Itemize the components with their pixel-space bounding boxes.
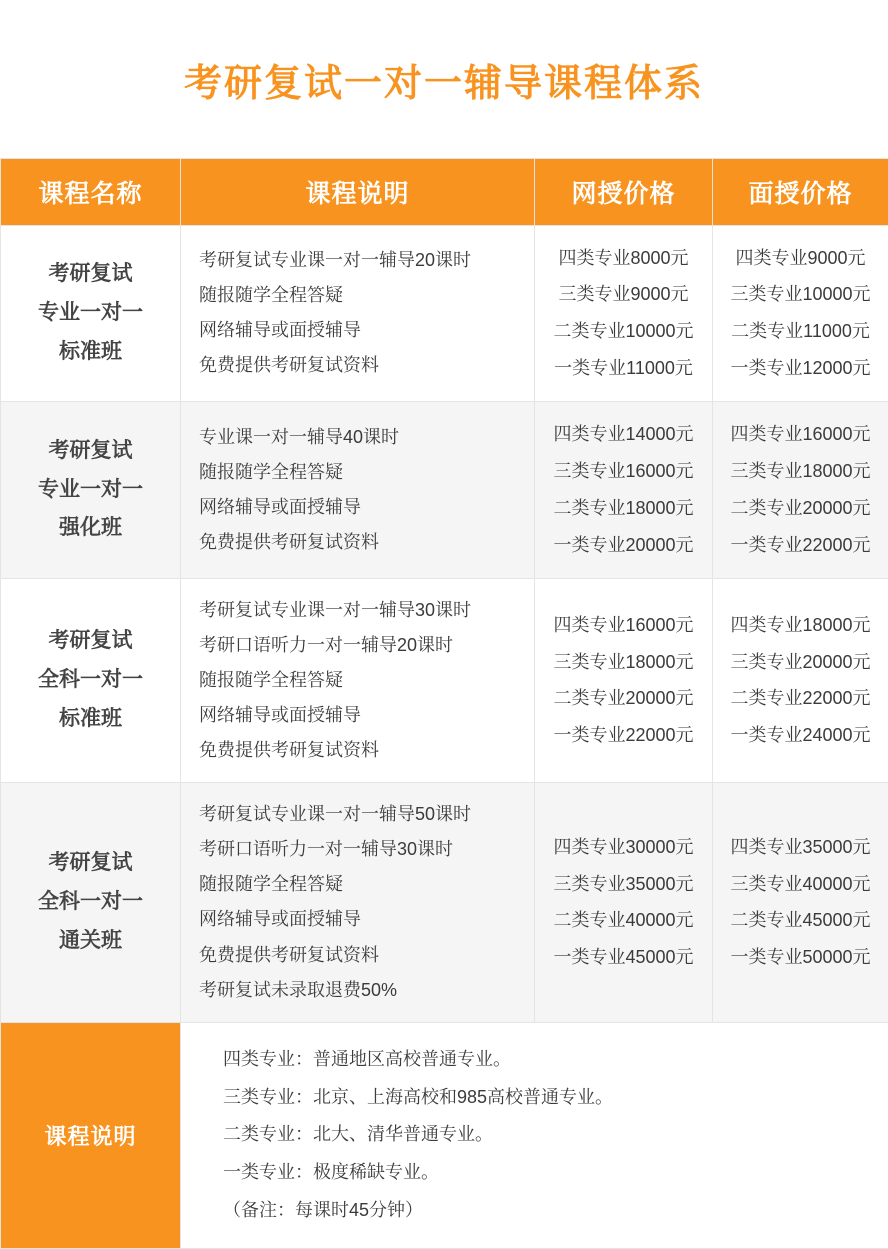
note-line: 三类专业：北京、上海高校和985高校普通专业。	[223, 1079, 876, 1117]
price-line: 四类专业30000元	[543, 829, 704, 866]
course-desc-cell	[181, 783, 535, 1023]
price-line: 三类专业18000元	[721, 453, 880, 490]
course-name-line: 考研复试	[7, 622, 174, 661]
price-line: 一类专业45000元	[543, 939, 704, 976]
course-name-line: 标准班	[7, 333, 174, 372]
course-name-line: 考研复试	[7, 432, 174, 471]
price-line: 二类专业20000元	[543, 680, 704, 717]
course-table	[0, 158, 888, 1249]
online-price-cell	[535, 402, 713, 579]
column-header-course-name: 课程名称	[1, 158, 181, 225]
column-header-offline-price: 面授价格	[713, 158, 888, 225]
price-line: 四类专业35000元	[721, 829, 880, 866]
course-name-line: 专业一对一	[7, 471, 174, 510]
price-line: 三类专业9000元	[543, 276, 704, 313]
price-line: 一类专业22000元	[721, 527, 880, 564]
course-desc-line: 免费提供考研复试资料	[199, 733, 522, 768]
course-name-line: 考研复试	[7, 844, 174, 883]
price-line: 二类专业45000元	[721, 902, 880, 939]
table-header-row	[1, 158, 888, 225]
price-line: 一类专业24000元	[721, 717, 880, 754]
course-desc-line: 网络辅导或面授辅导	[199, 902, 522, 937]
page-title: 考研复试一对一辅导课程体系	[0, 0, 888, 108]
price-line: 四类专业8000元	[543, 240, 704, 277]
course-desc-cell	[181, 578, 535, 782]
course-name-cell	[1, 578, 181, 782]
price-line: 二类专业40000元	[543, 902, 704, 939]
price-line: 三类专业18000元	[543, 644, 704, 681]
table-header	[1, 158, 888, 225]
course-name-line: 全科一对一	[7, 883, 174, 922]
note-line: 二类专业：北大、清华普通专业。	[223, 1116, 876, 1154]
course-desc-line: 免费提供考研复试资料	[199, 525, 522, 560]
course-desc-line: 考研复试专业课一对一辅导50课时	[199, 797, 522, 832]
price-line: 四类专业16000元	[721, 416, 880, 453]
column-header-course-desc: 课程说明	[181, 158, 535, 225]
note-line: 一类专业：极度稀缺专业。	[223, 1154, 876, 1192]
course-desc-line: 网络辅导或面授辅导	[199, 490, 522, 525]
price-line: 一类专业20000元	[543, 527, 704, 564]
course-desc-line: 网络辅导或面授辅导	[199, 313, 522, 348]
price-line: 四类专业16000元	[543, 607, 704, 644]
course-name-cell	[1, 783, 181, 1023]
price-line: 三类专业40000元	[721, 866, 880, 903]
course-name-line: 全科一对一	[7, 661, 174, 700]
online-price-cell	[535, 783, 713, 1023]
course-desc-line: 随报随学全程答疑	[199, 867, 522, 902]
offline-price-cell	[713, 225, 888, 402]
column-header-online-price: 网授价格	[535, 158, 713, 225]
course-desc-line: 专业课一对一辅导40课时	[199, 420, 522, 455]
note-line: 四类专业：普通地区高校普通专业。	[223, 1041, 876, 1079]
price-line: 一类专业11000元	[543, 350, 704, 387]
course-desc-line: 考研复试未录取退费50%	[199, 973, 522, 1008]
course-desc-line: 免费提供考研复试资料	[199, 938, 522, 973]
course-desc-line: 随报随学全程答疑	[199, 455, 522, 490]
course-name-line: 标准班	[7, 700, 174, 739]
note-label: 课程说明	[1, 1022, 181, 1248]
online-price-cell	[535, 225, 713, 402]
price-line: 二类专业11000元	[721, 313, 880, 350]
course-name-line: 强化班	[7, 509, 174, 548]
course-desc-line: 网络辅导或面授辅导	[199, 698, 522, 733]
price-line: 一类专业22000元	[543, 717, 704, 754]
course-desc-cell	[181, 402, 535, 579]
note-line: （备注：每课时45分钟）	[223, 1192, 876, 1230]
price-line: 四类专业18000元	[721, 607, 880, 644]
table-row	[1, 578, 888, 782]
course-name-line: 通关班	[7, 922, 174, 961]
price-line: 三类专业20000元	[721, 644, 880, 681]
price-line: 一类专业12000元	[721, 350, 880, 387]
price-line: 二类专业18000元	[543, 490, 704, 527]
table-row	[1, 402, 888, 579]
course-desc-line: 随报随学全程答疑	[199, 663, 522, 698]
table-body	[1, 225, 888, 1248]
price-line: 四类专业14000元	[543, 416, 704, 453]
table-note-row	[1, 1022, 888, 1248]
course-table-wrap	[0, 158, 888, 1249]
course-name-cell	[1, 225, 181, 402]
course-desc-line: 免费提供考研复试资料	[199, 348, 522, 383]
course-name-cell	[1, 402, 181, 579]
offline-price-cell	[713, 578, 888, 782]
price-line: 三类专业10000元	[721, 276, 880, 313]
price-line: 四类专业9000元	[721, 240, 880, 277]
offline-price-cell	[713, 783, 888, 1023]
course-desc-line: 考研口语听力一对一辅导30课时	[199, 832, 522, 867]
online-price-cell	[535, 578, 713, 782]
price-line: 二类专业20000元	[721, 490, 880, 527]
course-desc-line: 考研口语听力一对一辅导20课时	[199, 628, 522, 663]
price-line: 一类专业50000元	[721, 939, 880, 976]
table-row	[1, 225, 888, 402]
course-desc-cell	[181, 225, 535, 402]
note-body	[181, 1022, 888, 1248]
course-desc-line: 考研复试专业课一对一辅导30课时	[199, 593, 522, 628]
price-line: 二类专业10000元	[543, 313, 704, 350]
course-desc-line: 考研复试专业课一对一辅导20课时	[199, 243, 522, 278]
price-line: 三类专业16000元	[543, 453, 704, 490]
course-name-line: 考研复试	[7, 255, 174, 294]
offline-price-cell	[713, 402, 888, 579]
price-line: 二类专业22000元	[721, 680, 880, 717]
course-name-line: 专业一对一	[7, 294, 174, 333]
table-row	[1, 783, 888, 1023]
price-line: 三类专业35000元	[543, 866, 704, 903]
course-desc-line: 随报随学全程答疑	[199, 278, 522, 313]
